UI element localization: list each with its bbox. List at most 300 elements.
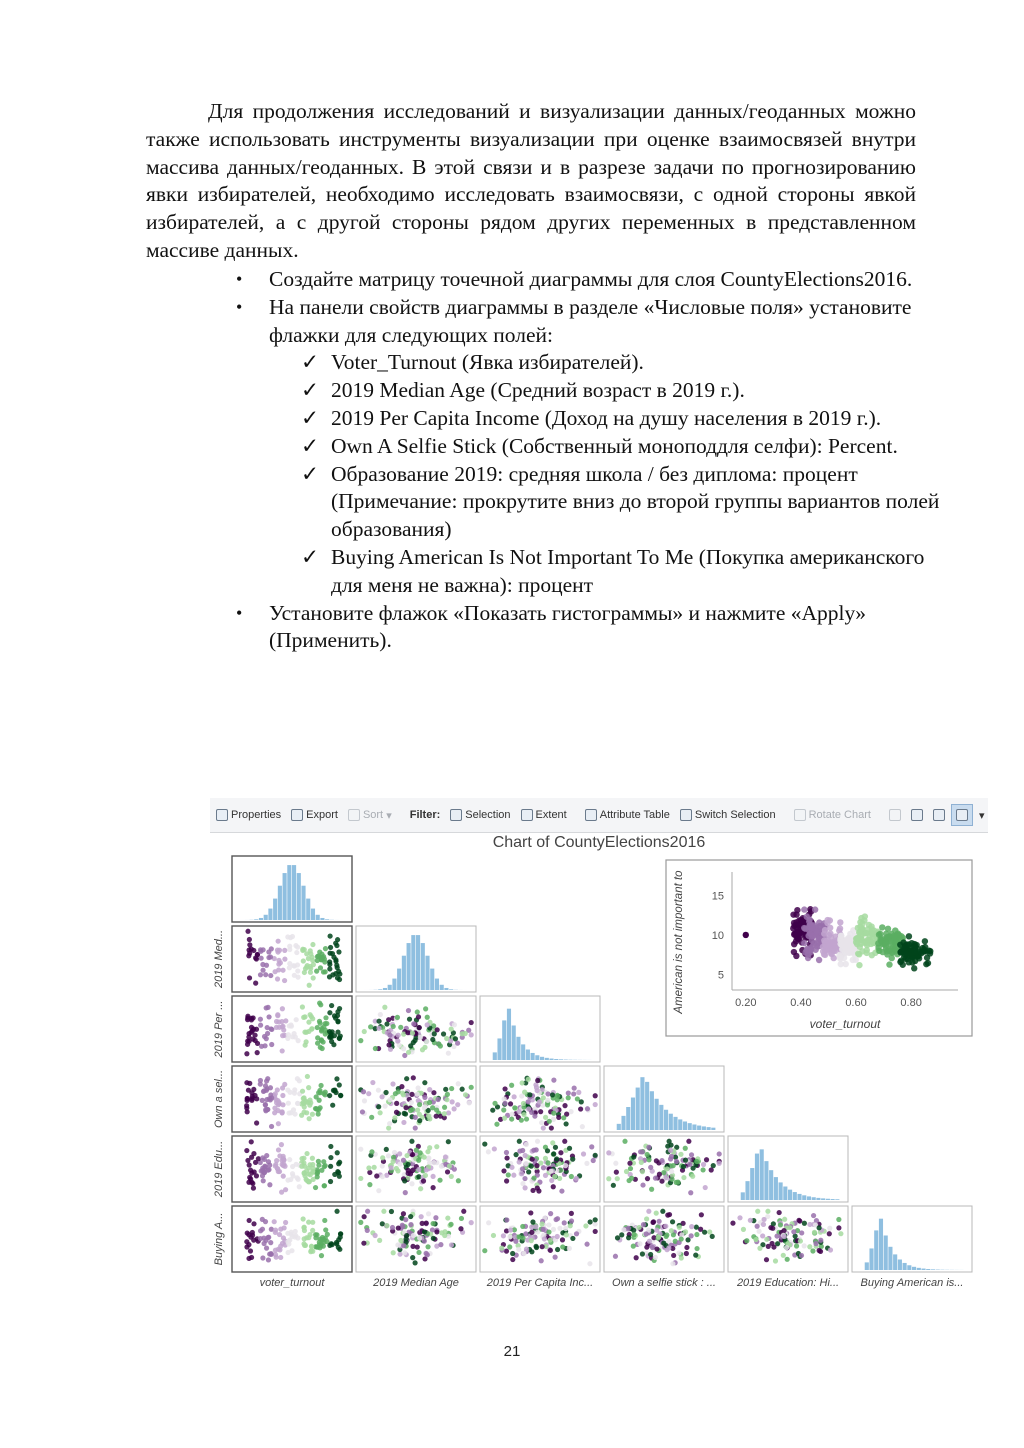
check-item <box>269 405 960 433</box>
page-number: 21 <box>503 1343 521 1360</box>
rotate-chart-label: Rotate Chart <box>808 809 871 821</box>
scatter-point <box>802 1221 807 1226</box>
detail-point <box>857 919 863 925</box>
scatter-point <box>287 1090 292 1095</box>
detail-point <box>824 917 830 923</box>
scatter-point <box>444 1036 449 1041</box>
scatter-point <box>247 942 252 947</box>
scatter-point <box>334 1076 339 1081</box>
scatter-point <box>422 1080 427 1085</box>
scatter-point <box>410 1107 415 1112</box>
scatter-point <box>520 1166 525 1171</box>
scatter-point <box>570 1156 575 1161</box>
scatter-point <box>513 1239 518 1244</box>
bullet-glyph: • <box>236 602 243 623</box>
scatter-point <box>660 1209 665 1214</box>
scatter-point <box>268 973 273 978</box>
detail-point <box>882 940 888 946</box>
scatter-point <box>583 1223 588 1228</box>
scatter-point <box>644 1231 649 1236</box>
scatter-point <box>247 937 252 942</box>
scatter-point <box>244 1148 249 1153</box>
detail-point <box>837 919 843 925</box>
scatter-point <box>777 1210 782 1215</box>
scatter-point <box>541 1165 546 1170</box>
scatter-point <box>517 1109 522 1114</box>
detail-y-label: American is not important to <box>673 870 685 1014</box>
scatter-point <box>273 1230 278 1235</box>
scatter-point <box>530 1219 535 1224</box>
scatter-point <box>246 1088 251 1093</box>
scatter-point <box>441 1031 446 1036</box>
scatter-point <box>244 1239 249 1244</box>
histogram-bar <box>273 899 277 920</box>
scatter-point <box>402 1111 407 1116</box>
scatter-point <box>380 1174 385 1179</box>
scatter-point <box>546 1229 551 1234</box>
y-tick-label: 10 <box>711 929 724 942</box>
scatter-point <box>408 1222 413 1227</box>
scatter-point <box>639 1160 644 1165</box>
scatter-point <box>410 1255 415 1260</box>
scatter-point <box>529 1224 534 1229</box>
scatter-point <box>445 1092 450 1097</box>
detail-point <box>791 931 797 937</box>
scatter-point <box>317 1019 322 1024</box>
scatter-point <box>568 1223 573 1228</box>
scatter-point <box>426 1211 431 1216</box>
scatter-point <box>615 1235 620 1240</box>
scatter-point <box>707 1229 712 1234</box>
scatter-point <box>666 1245 671 1250</box>
scatter-point <box>263 972 268 977</box>
scatter-point <box>248 1248 253 1253</box>
scatter-point <box>646 1209 651 1214</box>
scatter-point <box>452 1106 457 1111</box>
scatter-point <box>589 1144 594 1149</box>
scatter-point <box>245 1230 250 1235</box>
scatter-point <box>690 1174 695 1179</box>
scatter-point <box>328 1155 333 1160</box>
scatter-point <box>813 1241 818 1246</box>
scatter-point <box>262 1170 267 1175</box>
check-icon: ✓ <box>301 350 320 375</box>
scatter-point <box>591 1158 596 1163</box>
scatter-point <box>502 1116 507 1121</box>
histogram-bar <box>760 1149 764 1200</box>
scatter-point <box>568 1109 573 1114</box>
scatter-point <box>280 1048 285 1053</box>
scatter-point <box>547 1119 552 1124</box>
histogram-bar <box>493 1052 497 1060</box>
scatter-point <box>300 1004 305 1009</box>
scatter-point <box>563 1163 568 1168</box>
scatter-point <box>281 1235 286 1240</box>
x-axis-label: Buying American is... <box>860 1277 964 1289</box>
scatter-point <box>452 1022 457 1027</box>
scatter-point <box>302 1104 307 1109</box>
scatter-point <box>299 1164 304 1169</box>
scatter-point <box>737 1215 742 1220</box>
histogram-bar <box>554 1059 558 1060</box>
scatter-point <box>535 1078 540 1083</box>
scatter-point <box>588 1219 593 1224</box>
scatter-point <box>394 1110 399 1115</box>
scatter-point <box>415 1009 420 1014</box>
scatter-point <box>551 1227 556 1232</box>
scatter-point <box>423 1006 428 1011</box>
scatter-point <box>418 1150 423 1155</box>
scatter-point <box>621 1227 626 1232</box>
scatter-point <box>463 1092 468 1097</box>
check-text: 2019 Per Capita Income (Доход на душу населения в 2019 г.). <box>331 405 882 430</box>
scatter-point <box>545 1098 550 1103</box>
scatter-point <box>653 1176 658 1181</box>
scatter-point <box>641 1222 646 1227</box>
scatter-point <box>439 1164 444 1169</box>
scatter-point <box>443 1087 448 1092</box>
scatter-point <box>637 1225 642 1230</box>
scatter-point <box>337 1082 342 1087</box>
scatter-point <box>506 1172 511 1177</box>
scatter-point <box>377 1238 382 1243</box>
scatter-point <box>246 1034 251 1039</box>
bullet-text: Установите флажок «Показать гистограммы» и нажмите «Apply» (Применить). <box>269 600 866 653</box>
scatter-point <box>249 1180 254 1185</box>
histogram-bar <box>416 935 420 990</box>
scatter-point <box>648 1252 653 1257</box>
scatter-point <box>362 1029 367 1034</box>
detail-point <box>791 941 797 947</box>
scatter-point <box>373 1046 378 1051</box>
scatter-point <box>585 1106 590 1111</box>
scatter-point <box>455 1102 460 1107</box>
scatter-point <box>802 1243 807 1248</box>
scatter-point <box>694 1232 699 1237</box>
scatter-point <box>295 1076 300 1081</box>
scatter-point <box>717 1161 722 1166</box>
histogram-bar <box>788 1190 792 1200</box>
histogram-bar <box>521 1044 525 1060</box>
histogram-bar <box>673 1117 677 1130</box>
scatter-point <box>537 1099 542 1104</box>
scatter-point <box>646 1157 651 1162</box>
scatter-point <box>564 1121 569 1126</box>
scatter-point <box>269 1252 274 1257</box>
chevron-down-icon: ▾ <box>978 809 985 822</box>
chart-screenshot <box>210 798 988 1304</box>
histogram-bar <box>301 886 305 920</box>
scatter-point <box>681 1164 686 1169</box>
scatter-point <box>285 1177 290 1182</box>
scatter-point <box>606 1150 611 1155</box>
scatter-point <box>540 1244 545 1249</box>
scatter-point <box>828 1247 833 1252</box>
histogram-bar <box>535 1055 539 1060</box>
scatter-point <box>615 1176 620 1181</box>
scatter-point <box>501 1107 506 1112</box>
scatter-point <box>509 1165 514 1170</box>
scatter-point <box>289 1230 294 1235</box>
scatter-point <box>264 1078 269 1083</box>
detail-point <box>816 957 822 963</box>
scatter-point <box>274 1100 279 1105</box>
histogram-bar <box>711 1128 715 1130</box>
scatter-point <box>422 1104 427 1109</box>
scatter-point <box>566 1090 571 1095</box>
scatter-point <box>757 1246 762 1251</box>
scatter-point <box>551 1078 556 1083</box>
check-item <box>269 544 960 600</box>
histogram-bar <box>884 1235 888 1270</box>
detail-point <box>793 953 799 959</box>
scatter-point <box>425 1022 430 1027</box>
histogram-bar <box>750 1168 754 1200</box>
scatter-point <box>509 1116 514 1121</box>
y-axis-label: 2019 Med... <box>213 929 225 989</box>
scatter-point <box>398 1025 403 1030</box>
scatter-point <box>413 1115 418 1120</box>
scatter-point <box>259 956 264 961</box>
scatter-point <box>550 1140 555 1145</box>
scatter-point <box>401 1046 406 1051</box>
scatter-point <box>319 1253 324 1258</box>
x-tick-label: 0.40 <box>790 997 812 1009</box>
scatter-point <box>386 1153 391 1158</box>
detail-point <box>856 962 862 968</box>
scatter-point <box>431 1090 436 1095</box>
scatter-point <box>396 1225 401 1230</box>
scatter-point <box>245 1109 250 1114</box>
detail-point <box>861 940 867 946</box>
scatter-point <box>318 1090 323 1095</box>
histogram-bar <box>507 1009 511 1060</box>
scatter-point <box>717 1151 722 1156</box>
histogram-bar <box>430 969 434 990</box>
scatter-point <box>626 1235 631 1240</box>
detail-point <box>885 926 891 932</box>
scatter-point <box>315 1041 320 1046</box>
scatter-point <box>380 1163 385 1168</box>
scatter-point <box>268 1085 273 1090</box>
detail-point <box>879 924 885 930</box>
scatter-point <box>294 950 299 955</box>
scatter-point <box>550 1092 555 1097</box>
scatter-point <box>335 965 340 970</box>
scatter-point <box>555 1247 560 1252</box>
detail-point <box>912 947 918 953</box>
scatter-point <box>417 1235 422 1240</box>
scatter-point <box>401 1120 406 1125</box>
scatter-point <box>517 1139 522 1144</box>
scatter-point <box>427 1100 432 1105</box>
scatter-point <box>761 1217 766 1222</box>
scatter-point <box>250 1233 255 1238</box>
scatter-point <box>244 1080 249 1085</box>
scatter-point <box>327 959 332 964</box>
scatter-point <box>663 1224 668 1229</box>
scatter-point <box>266 1257 271 1262</box>
x-axis-label: 2019 Education: Hi... <box>736 1277 840 1289</box>
scatter-point <box>730 1221 735 1226</box>
scatter-point <box>436 1041 441 1046</box>
scatter-point <box>390 1225 395 1230</box>
scatter-point <box>333 1090 338 1095</box>
detail-point <box>842 938 848 944</box>
scatter-point <box>626 1226 631 1231</box>
scatter-point <box>703 1185 708 1190</box>
detail-point <box>821 937 827 943</box>
scatter-point <box>794 1243 799 1248</box>
scatter-point <box>411 1075 416 1080</box>
scatter-point <box>512 1094 517 1099</box>
scatter-point <box>384 1021 389 1026</box>
scatter-point <box>290 934 295 939</box>
scatter-point <box>424 1221 429 1226</box>
scatter-point <box>702 1230 707 1235</box>
scatter-point <box>281 1154 286 1159</box>
scatter-point <box>415 1092 420 1097</box>
scatter-point <box>647 1239 652 1244</box>
scatter-point <box>253 981 258 986</box>
scatter-point <box>614 1170 619 1175</box>
histogram-bar <box>903 1263 907 1270</box>
scatter-point <box>266 1014 271 1019</box>
scatter-point <box>807 1244 812 1249</box>
scatter-point <box>337 977 342 982</box>
scatter-point <box>533 1244 538 1249</box>
histogram-bar <box>874 1230 878 1270</box>
detail-point <box>864 950 870 956</box>
detail-point <box>813 928 819 934</box>
scatter-point <box>264 1036 269 1041</box>
scatter-point <box>405 1030 410 1035</box>
histogram-bar <box>755 1154 759 1200</box>
scatter-point <box>541 1125 546 1130</box>
scatter-point <box>283 1220 288 1225</box>
scatter-point <box>548 1248 553 1253</box>
scatter-point <box>310 1228 315 1233</box>
scatter-point <box>460 1031 465 1036</box>
histogram-bar <box>325 919 329 920</box>
scatter-point <box>539 1221 544 1226</box>
scatter-point <box>659 1179 664 1184</box>
scatter-point <box>701 1162 706 1167</box>
detail-point <box>857 932 863 938</box>
histogram-bar <box>645 1082 649 1130</box>
scatter-point <box>761 1222 766 1227</box>
intro-paragraph: Для продолжения исследований и визуализации данных/геоданных можно также использовать инструменты визуализации при оценке взаимосвязей внутри массива данных/геоданных. В этой связи и в разрезе задачи по прогнозированию явки избирателей, необходимо исследовать взаимосвязи, с одной стороны явкой избирателей, а с другой стороны рядом других переменных в представленном массиве данных. <box>146 99 916 262</box>
scatter-point <box>424 1251 429 1256</box>
scatter-point <box>442 1111 447 1116</box>
scatter-point <box>520 1148 525 1153</box>
scatter-point <box>543 1156 548 1161</box>
scatter-point <box>558 1150 563 1155</box>
histogram-bar <box>907 1265 911 1270</box>
histogram-bar <box>435 979 439 990</box>
scatter-point <box>529 1238 534 1243</box>
scatter-point <box>571 1091 576 1096</box>
scatter-point <box>578 1106 583 1111</box>
scatter-point <box>327 1243 332 1248</box>
scatter-point <box>531 1148 536 1153</box>
scatter-point <box>391 1250 396 1255</box>
scatter-point <box>373 1233 378 1238</box>
scatter-point <box>684 1245 689 1250</box>
histogram-bar <box>669 1114 673 1130</box>
scatter-point <box>427 1145 432 1150</box>
scatter-point <box>520 1224 525 1229</box>
scatter-point <box>287 1157 292 1162</box>
scatter-point <box>433 1215 438 1220</box>
scatter-point <box>397 1252 402 1257</box>
scatter-point <box>535 1185 540 1190</box>
scatter-point <box>278 1255 283 1260</box>
scatter-point <box>654 1228 659 1233</box>
scatter-point <box>300 1089 305 1094</box>
detail-point <box>850 957 856 963</box>
histogram-bar <box>425 956 429 990</box>
histogram-bar <box>816 1198 820 1200</box>
scatter-point <box>516 1247 521 1252</box>
scatter-point <box>748 1218 753 1223</box>
scatter-point <box>670 1219 675 1224</box>
scatter-point <box>741 1227 746 1232</box>
scatter-point <box>330 1103 335 1108</box>
scatter-point <box>274 1255 279 1260</box>
scatter-point <box>318 1083 323 1088</box>
scatter-point <box>275 1013 280 1018</box>
scatter-point <box>511 1173 516 1178</box>
scatter-point <box>431 1236 436 1241</box>
extent-label: Extent <box>535 809 567 821</box>
scatter-point <box>276 1019 281 1024</box>
scatter-point <box>291 1107 296 1112</box>
scatter-point <box>669 1154 674 1159</box>
detail-point <box>793 919 799 925</box>
scatter-point <box>510 1251 515 1256</box>
detail-point <box>876 931 882 937</box>
scatter-point <box>404 1076 409 1081</box>
scatter-point <box>446 1139 451 1144</box>
scatter-point <box>260 1098 265 1103</box>
scatter-point <box>334 1241 339 1246</box>
scatter-point <box>265 1107 270 1112</box>
scatter-point <box>265 1235 270 1240</box>
histogram-bar <box>640 1077 644 1130</box>
scatter-point <box>338 1033 343 1038</box>
detail-point <box>842 949 848 955</box>
scatter-point <box>260 1227 265 1232</box>
scatter-point <box>328 933 333 938</box>
scatter-point <box>310 1162 315 1167</box>
scatter-point <box>838 1231 843 1236</box>
scatter-point <box>245 929 250 934</box>
histogram-bar <box>650 1091 654 1130</box>
scatter-point <box>380 1155 385 1160</box>
scatter-point <box>559 1188 564 1193</box>
scatter-point <box>369 1115 374 1120</box>
histogram-bar <box>411 935 415 990</box>
scatter-point <box>523 1185 528 1190</box>
scatter-point <box>677 1225 682 1230</box>
scatter-point <box>338 1093 343 1098</box>
scatter-point <box>295 1235 300 1240</box>
scatter-point <box>567 1246 572 1251</box>
scatter-point <box>297 1184 302 1189</box>
scatter-point <box>650 1245 655 1250</box>
scatter-point <box>361 1089 366 1094</box>
